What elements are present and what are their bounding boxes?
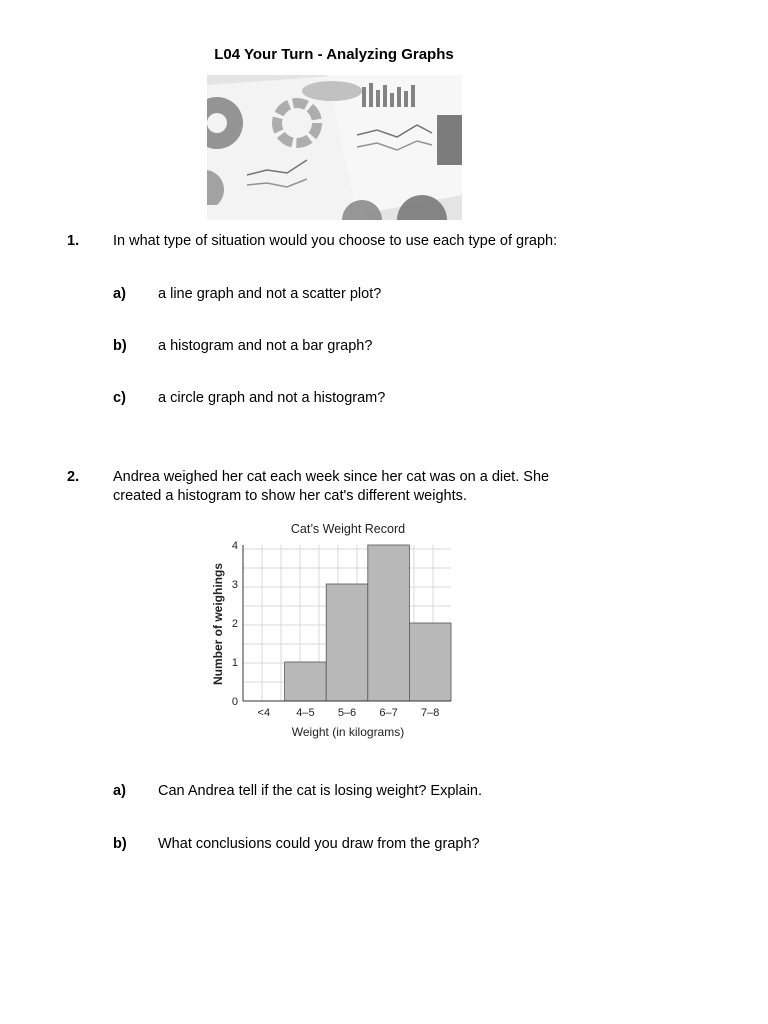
x-tick-label: 7–8 [421,707,440,719]
q2-part-b-text: What conclusions could you draw from the graph? [158,836,480,852]
chart-title: Cat’s Weight Record [290,522,406,536]
x-tick-label: 6–7 [379,707,398,719]
x-tick-label: 5–6 [337,707,357,719]
y-tick-label: 0 [231,696,238,708]
question-2-line-2: created a histogram to show her cat's different weights. [113,488,467,504]
page-title: L04 Your Turn - Analyzing Graphs [214,46,454,63]
histogram-bar [285,662,327,701]
histogram-bar [409,623,451,701]
q2-part-a-label: a) [113,783,126,799]
charts-photo [207,75,462,220]
histogram-bar [326,584,368,701]
x-tick-label: <4 [257,707,271,719]
y-tick-label: 2 [231,618,238,630]
question-2-number: 2. [67,469,80,485]
chart-y-axis-label: Number of weighings [211,562,225,686]
histogram-bar [368,545,410,701]
q1-part-a-label: a) [113,286,126,302]
y-tick-label: 3 [231,579,238,591]
q2-part-a-text: Can Andrea tell if the cat is losing weight? Explain. [158,783,483,799]
y-tick-label: 1 [231,657,238,669]
q2-part-b-label: b) [113,836,127,852]
y-tick-label: 4 [231,540,238,552]
x-tick-label: 4–5 [296,707,315,719]
q1-part-b-text: a histogram and not a bar graph? [158,338,373,354]
chart-x-axis-label: Weight (in kilograms) [291,725,405,739]
question-2-line-1: Andrea weighed her cat each week since her cat was on a diet. She [113,469,550,485]
q1-part-c-text: a circle graph and not a histogram? [158,390,386,406]
question-1-text: In what type of situation would you choose to use each type of graph: [113,233,558,249]
q1-part-a-text: a line graph and not a scatter plot? [158,286,382,302]
q1-part-b-label: b) [113,338,127,354]
q1-part-c-label: c) [113,390,126,406]
cat-weight-histogram [205,515,475,745]
question-1-number: 1. [67,233,80,249]
